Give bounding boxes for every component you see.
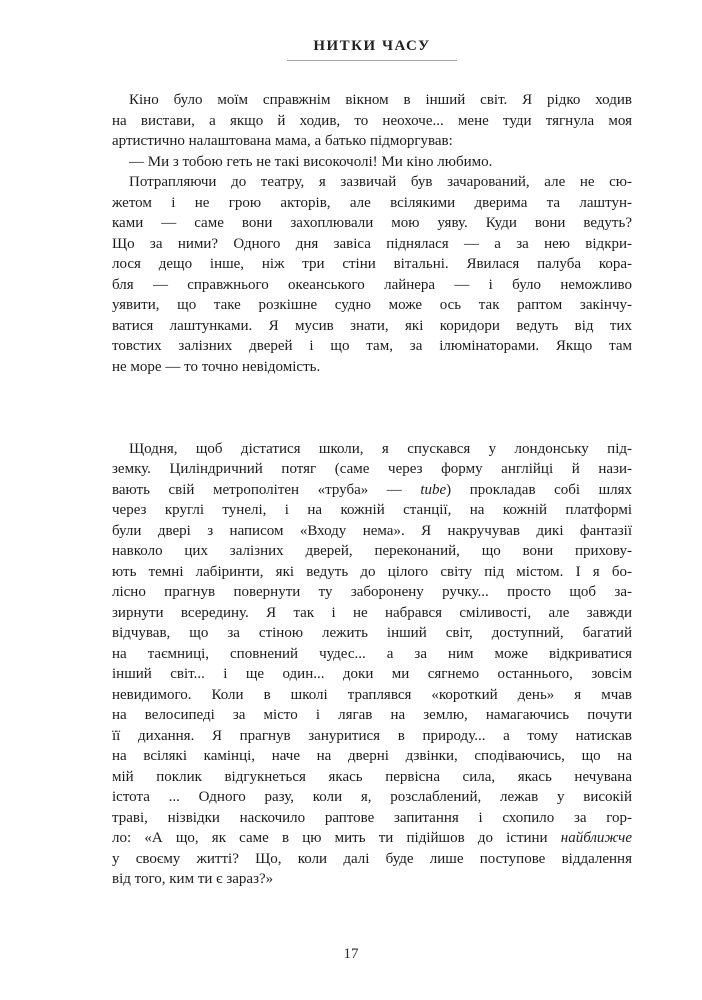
text-segment: земку. Циліндричний потяг (саме через форму англійці й нази- (112, 461, 632, 477)
text-line (112, 275, 632, 296)
text-segment: відчував, що за стіною лежить інший світ, доступний, багатий (112, 625, 632, 641)
text-segment: вають свій метрополітен «труба» — (112, 481, 421, 498)
text-segment: товстих залізних дверей і що там, за ілюмінаторами. Якщо там (112, 338, 632, 354)
text-line (112, 357, 632, 378)
text-line (112, 644, 632, 665)
text-line (112, 213, 632, 234)
header-rule (287, 60, 457, 61)
text-line (112, 480, 632, 501)
text-segment: Кіно було моїм справжнім вікном в інший світ. Я рідко ходив (129, 92, 632, 108)
text-segment: жетом і не грою акторів, але всілякими дверима та лаштун- (112, 194, 632, 211)
text-segment: навколо цих залізних дверей, переконаний, що вони прихову- (112, 543, 632, 559)
italic-text: найближче (560, 830, 632, 846)
text-segment: бля — справжнього океанського лайнера — і було неможливо (112, 276, 632, 293)
text-line (112, 726, 632, 747)
text-segment: Щодня, щоб дістатися школи, я спускався у лондонську під- (129, 440, 632, 457)
text-block-2 (112, 439, 632, 890)
text-line (112, 336, 632, 357)
text-line (112, 787, 632, 808)
text-segment: артистично налаштована мама, а батько підморгував: (112, 133, 453, 149)
text-line (112, 152, 632, 173)
text-line (112, 664, 632, 685)
text-segment: невидимого. Коли в школі траплявся «короткий день» я мчав (112, 686, 632, 703)
text-segment: ють темні лабіринти, які ведуть до цілого світу під містом. І я бо- (112, 563, 632, 580)
text-line (112, 131, 632, 152)
italic-text: tube (420, 481, 447, 498)
text-line (112, 521, 632, 542)
text-segment: уявити, що таке розкішне судно може ось так раптом закінчу- (112, 297, 632, 313)
running-head-title: НИТКИ ЧАСУ (313, 38, 431, 54)
page-number: 17 (343, 946, 359, 962)
text-segment: на велосипеді за місто і лягав на землю, намагаючись почути (112, 707, 632, 723)
text-segment: на вистави, а якщо й ходив, то неохоче... мене туди тягнула моя (112, 112, 632, 129)
text-line (112, 111, 632, 132)
text-segment: зирнути всередину. Я так і не набрався сміливості, але завжди (112, 604, 632, 621)
section-break (112, 377, 632, 439)
text-segment: від того, ким ти є зараз?» (112, 871, 274, 887)
text-column (112, 90, 632, 890)
text-segment: у своєму житті? Що, коли далі буде лише поступове віддалення (112, 850, 632, 867)
text-line (112, 685, 632, 706)
text-line (112, 603, 632, 624)
text-line (112, 234, 632, 255)
text-segment: Потрапляючи до театру, я зазвичай був зачарований, але не сю- (129, 174, 632, 190)
text-segment: її дихання. Я прагнув зануритися в природу... а тому натискав (112, 727, 632, 744)
text-line (112, 746, 632, 767)
text-block-1 (112, 90, 632, 377)
text-segment: Що за ними? Одного дня завіса піднялася — а за нею відкри- (112, 235, 632, 252)
text-line (112, 849, 632, 870)
text-segment: на таємниці, сповнений чудес... а за ним може відкриватися (112, 645, 632, 662)
text-line (112, 172, 632, 193)
text-line (112, 869, 632, 890)
text-line (112, 500, 632, 521)
text-line (112, 254, 632, 275)
text-segment: ватися лаштунками. Я мусив знати, які коридори ведуть від тих (112, 317, 632, 334)
text-segment: траві, нізвідки наскочило раптове запитання і схопило за гор- (112, 809, 632, 826)
text-line (112, 439, 632, 460)
text-line (112, 459, 632, 480)
text-segment: ками — саме вони захоплювали мою уяву. Куди вони ведуть? (112, 215, 632, 231)
text-segment: лося дещо інше, ніж три стіни вітальні. Явилася палуба кора- (112, 256, 632, 272)
page-header (112, 0, 632, 80)
text-segment: не море — то точно невідомість. (112, 358, 321, 375)
text-segment: через круглі тунелі, і на кожній станції, на кожній платформі (112, 502, 632, 518)
text-line (112, 541, 632, 562)
text-segment: ло: «А що, як саме в цю мить ти підійшов до істини (112, 830, 561, 846)
text-segment: інший світ... і ще один... доки ми сягнемо останнього, зовсім (112, 666, 632, 682)
text-segment: на всілякі камінці, наче на дверні дзвінки, сподіваючись, що на (112, 748, 632, 764)
text-line (112, 193, 632, 214)
text-line (112, 90, 632, 111)
text-line (112, 316, 632, 337)
text-segment: лісно прагнув повернути ту заборонену ручку... просто щоб за- (112, 584, 632, 600)
text-line (112, 828, 632, 849)
text-segment: були двері з написом «Входу нема». Я накручував дикі фантазії (112, 522, 632, 539)
text-segment: — Ми з тобою геть не такі високочолі! Ми кіно любимо. (129, 153, 493, 170)
text-line (112, 767, 632, 788)
text-line (112, 705, 632, 726)
text-segment: істота ... Одного разу, коли я, розслаблений, лежав у високій (112, 789, 632, 805)
text-line (112, 623, 632, 644)
text-line (112, 582, 632, 603)
text-segment: мій поклик відгукнеться якась первісна сила, якась нечувана (112, 768, 632, 785)
text-line (112, 295, 632, 316)
text-line (112, 562, 632, 583)
text-segment: ) прокладав собі шлях (446, 481, 632, 498)
text-line (112, 808, 632, 829)
